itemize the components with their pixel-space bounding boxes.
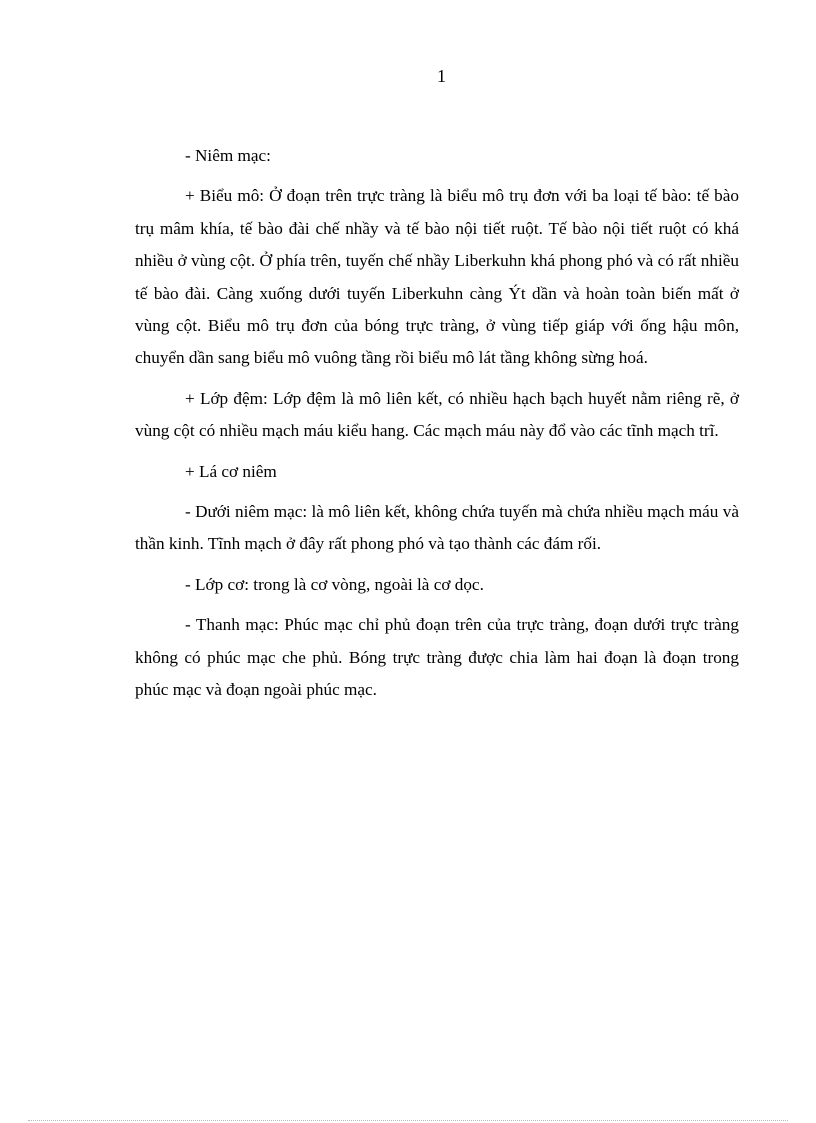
page-number: 1 <box>437 66 446 86</box>
document-body <box>135 140 739 715</box>
section-heading-niem-mac: - Niêm mạc: <box>185 146 271 165</box>
paragraph-lop-co: - Lớp cơ: trong là cơ vòng, ngoài là cơ dọc. <box>185 574 484 594</box>
footer-divider <box>28 1120 788 1121</box>
paragraph-duoi-niem-mac: - Dưới niêm mạc: là mô liên kết, không chứa tuyến mà chứa nhiều mạch máu và thần kinh. Tĩnh mạch ở đây rất phong phó và tạo thành các đám rối. <box>135 502 739 554</box>
paragraph-lop-dem: + Lớp đệm: Lớp đệm là mô liên kết, có nhiều hạch bạch huyết nằm riêng rẽ, ở vùng cột có nhiều mạch máu kiểu hang. Các mạch máu này đổ vào các tĩnh mạch trĩ. <box>135 388 739 441</box>
paragraph-thanh-mac: - Thanh mạc: Phúc mạc chỉ phủ đoạn trên của trực tràng, đoạn dưới trực tràng không có phúc mạc che phủ. Bóng trực tràng được chia làm hai đoạn là đoạn trong phúc mạc và đoạn ngoài phúc mạc. <box>135 615 739 700</box>
paragraph-la-co-niem: + Lá cơ niêm <box>185 461 277 481</box>
paragraph-bieu-mo: + Biểu mô: Ở đoạn trên trực tràng là biểu mô trụ đơn với ba loại tế bào: tế bào trụ mâm khía, tế bào đài chế nhầy và tế bào nội tiết ruột. Tế bào nội tiết ruột có khá nhiều ở vùng cột. Ở phía trên, tuyến chế nhầy Liberkuhn khá phong phó và có rất nhiều tế bào đài. Càng xuống dưới tuyến Liberkuhn càng Ýt dần và hoàn toàn biến mất ở vùng cột. Biểu mô trụ đơn của bóng trực tràng, ở vùng tiếp giáp với ống hậu môn, chuyển dần sang biểu mô vuông tầng rồi biểu mô lát tầng không sừng hoá. <box>135 186 739 368</box>
